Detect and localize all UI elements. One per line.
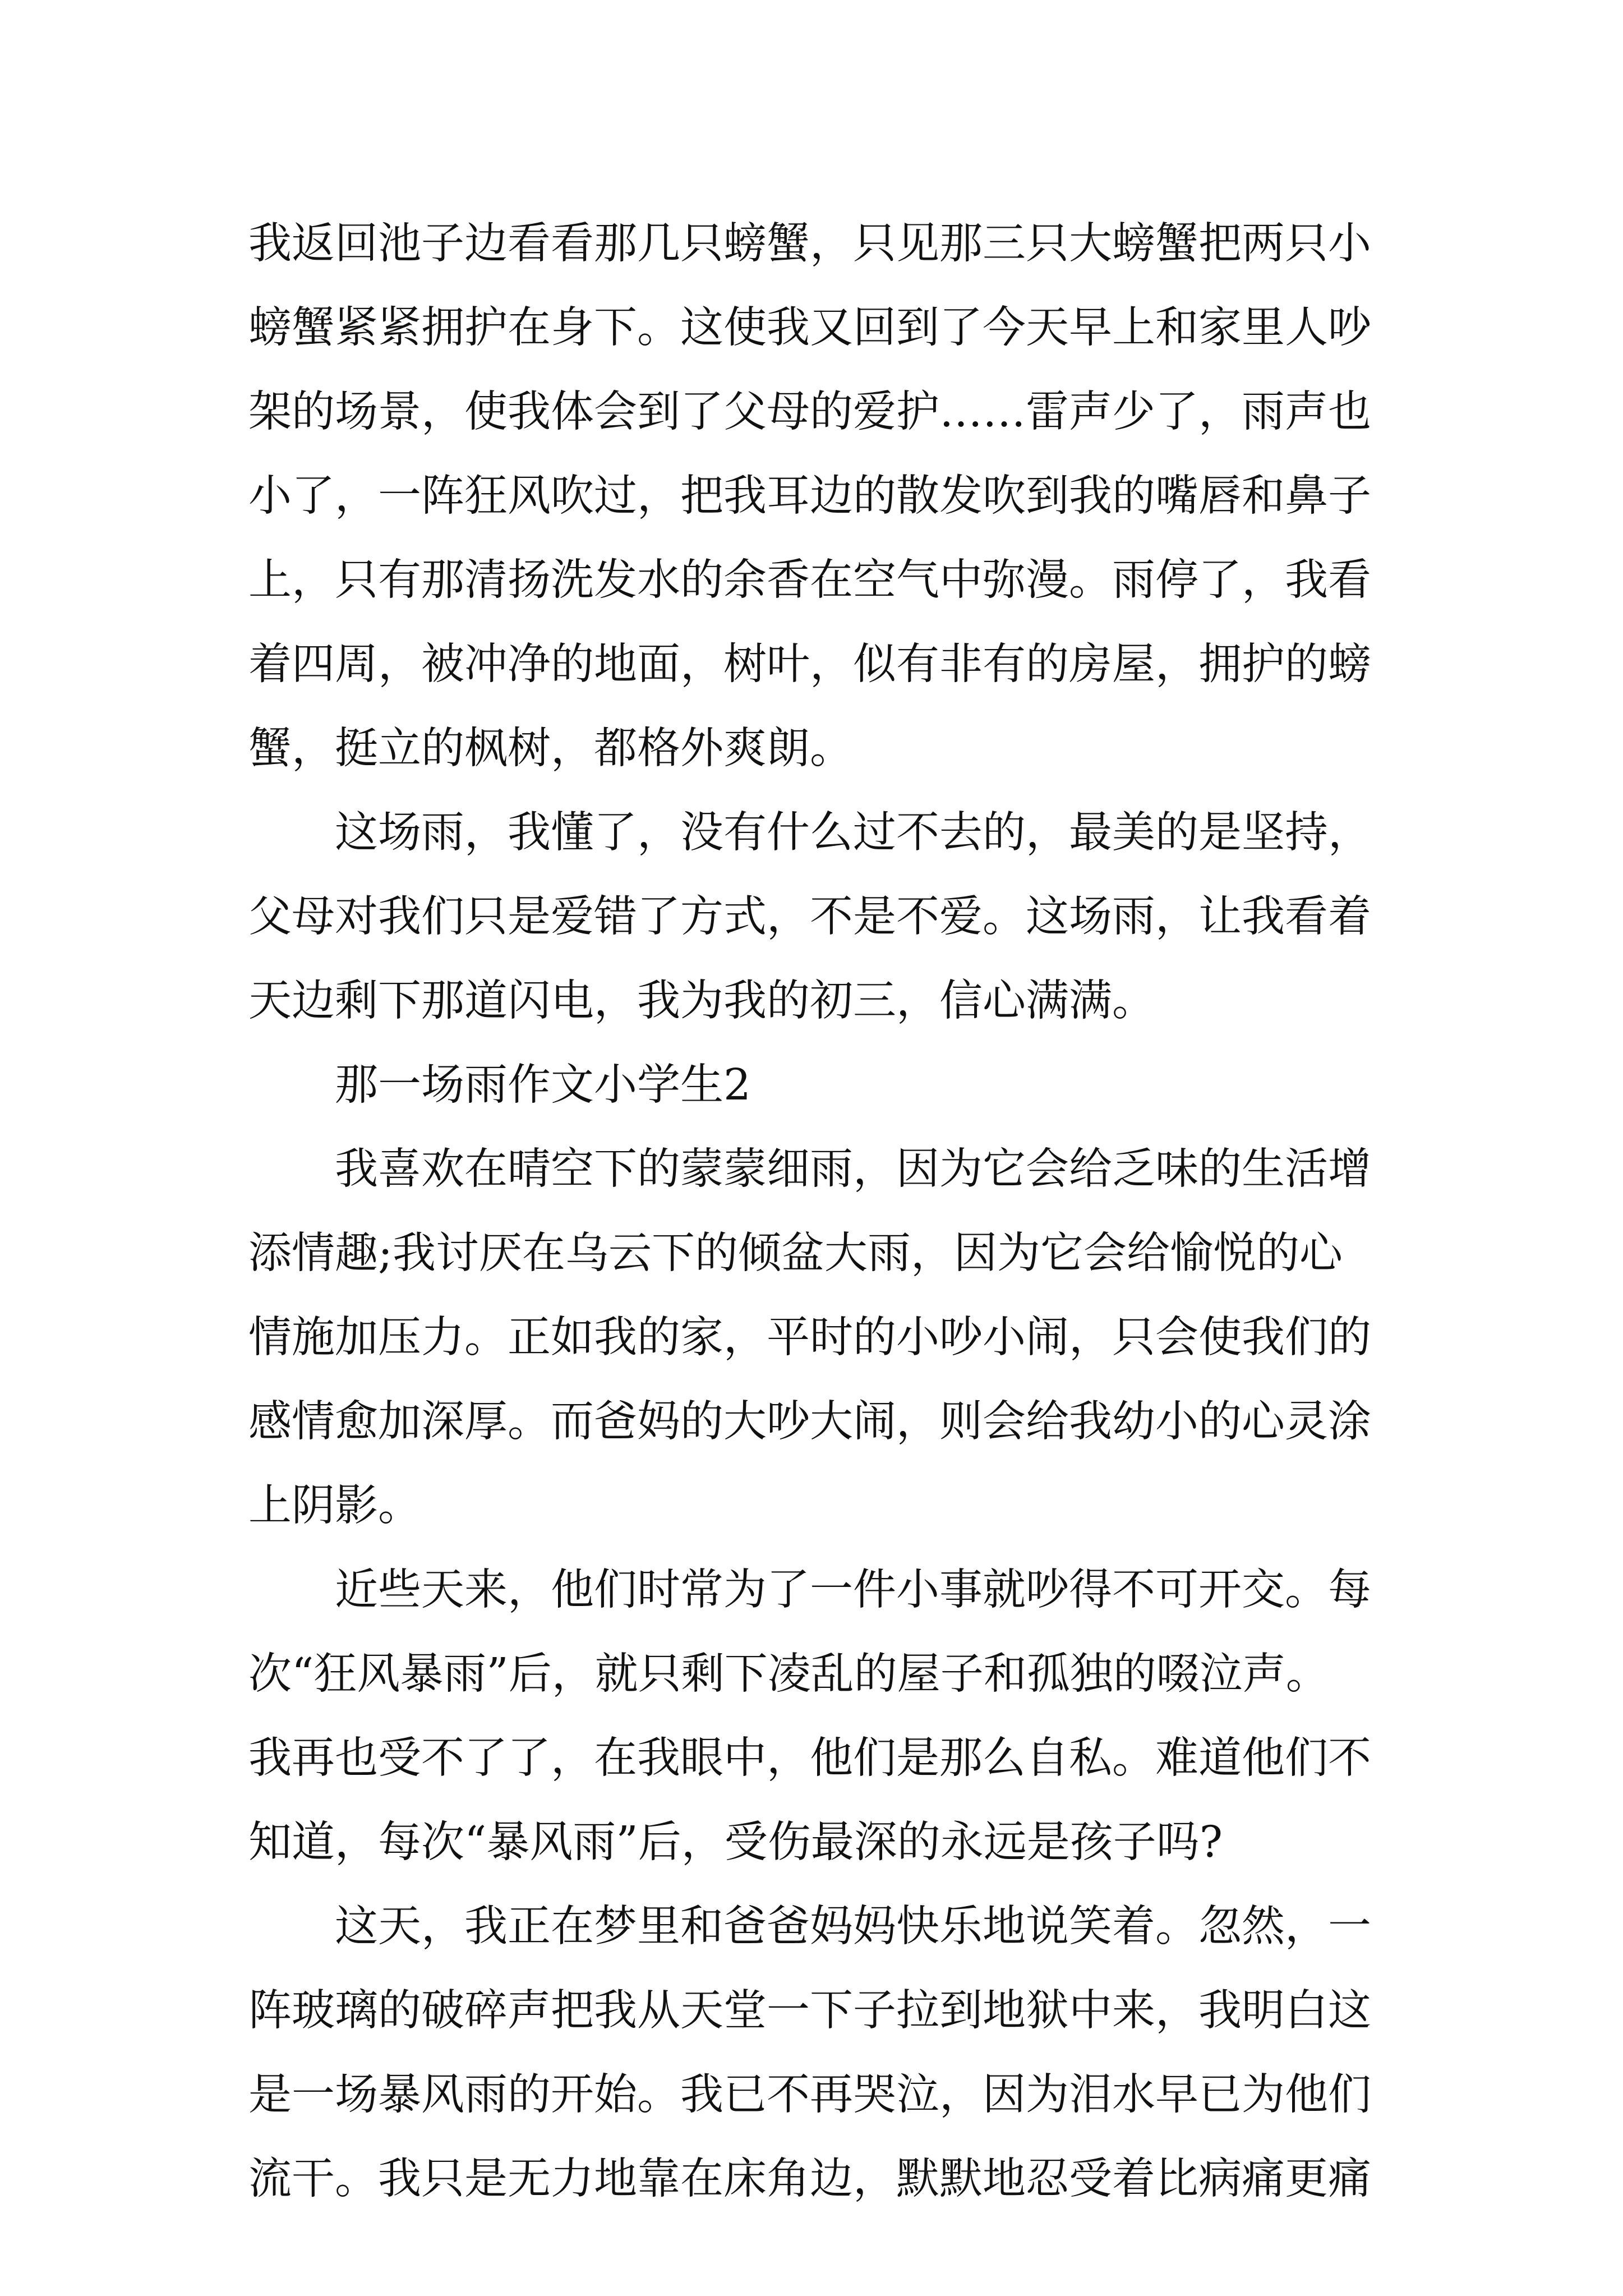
text-line: 上，只有那清扬洗发水的余香在空气中弥漫。雨停了，我看 bbox=[248, 555, 1371, 605]
text-line: 蟹，挺立的枫树，都格外爽朗。 bbox=[248, 724, 853, 774]
text-line: 着四周，被冲净的地面，树叶，似有非有的房屋，拥护的螃 bbox=[248, 639, 1371, 689]
text-line: 父母对我们只是爱错了方式，不是不爱。这场雨，让我看着 bbox=[248, 892, 1371, 942]
text-line: 次“狂风暴雨”后，就只剩下凌乱的屋子和孤独的啜泣声。 bbox=[248, 1649, 1329, 1699]
section-heading: 那一场雨作文小学生2 bbox=[335, 1060, 751, 1110]
text-line: 这场雨，我懂了，没有什么过不去的，最美的是坚持， bbox=[335, 808, 1371, 858]
text-line: 天边剩下那道闪电，我为我的初三，信心满满。 bbox=[248, 976, 1155, 1026]
text-line: 近些天来，他们时常为了一件小事就吵得不可开交。每 bbox=[335, 1565, 1371, 1615]
text-line: 我喜欢在晴空下的蒙蒙细雨，因为它会给乏味的生活增 bbox=[335, 1144, 1371, 1194]
text-line: 这天，我正在梦里和爸爸妈妈快乐地说笑着。忽然，一 bbox=[335, 1902, 1371, 1952]
document-body bbox=[248, 202, 1376, 2221]
text-line: 是一场暴风雨的开始。我已不再哭泣，因为泪水早已为他们 bbox=[248, 2070, 1371, 2120]
text-line: 知道，每次“暴风雨”后，受伤最深的永远是孩子吗? bbox=[248, 1818, 1223, 1867]
text-line: 感情愈加深厚。而爸妈的大吵大闹，则会给我幼小的心灵涂 bbox=[248, 1397, 1371, 1447]
text-line: 小了，一阵狂风吹过，把我耳边的散发吹到我的嘴唇和鼻子 bbox=[248, 471, 1371, 521]
text-line: 添情趣;我讨厌在乌云下的倾盆大雨，因为它会给愉悦的心 bbox=[248, 1228, 1343, 1278]
text-line: 我返回池子边看看那几只螃蟹，只见那三只大螃蟹把两只小 bbox=[248, 219, 1371, 269]
text-line: 流干。我只是无力地靠在床角边，默默地忍受着比病痛更痛 bbox=[248, 2154, 1371, 2204]
text-line: 上阴影。 bbox=[248, 1481, 421, 1531]
text-line: 我再也受不了了，在我眼中，他们是那么自私。难道他们不 bbox=[248, 1733, 1371, 1783]
text-line: 情施加压力。正如我的家，平时的小吵小闹，只会使我们的 bbox=[248, 1313, 1371, 1363]
text-line: 架的场景，使我体会到了父母的爱护……雷声少了，雨声也 bbox=[248, 387, 1371, 437]
text-line: 阵玻璃的破碎声把我从天堂一下子拉到地狱中来，我明白这 bbox=[248, 1986, 1371, 2036]
text-line: 螃蟹紧紧拥护在身下。这使我又回到了今天早上和家里人吵 bbox=[248, 303, 1371, 353]
